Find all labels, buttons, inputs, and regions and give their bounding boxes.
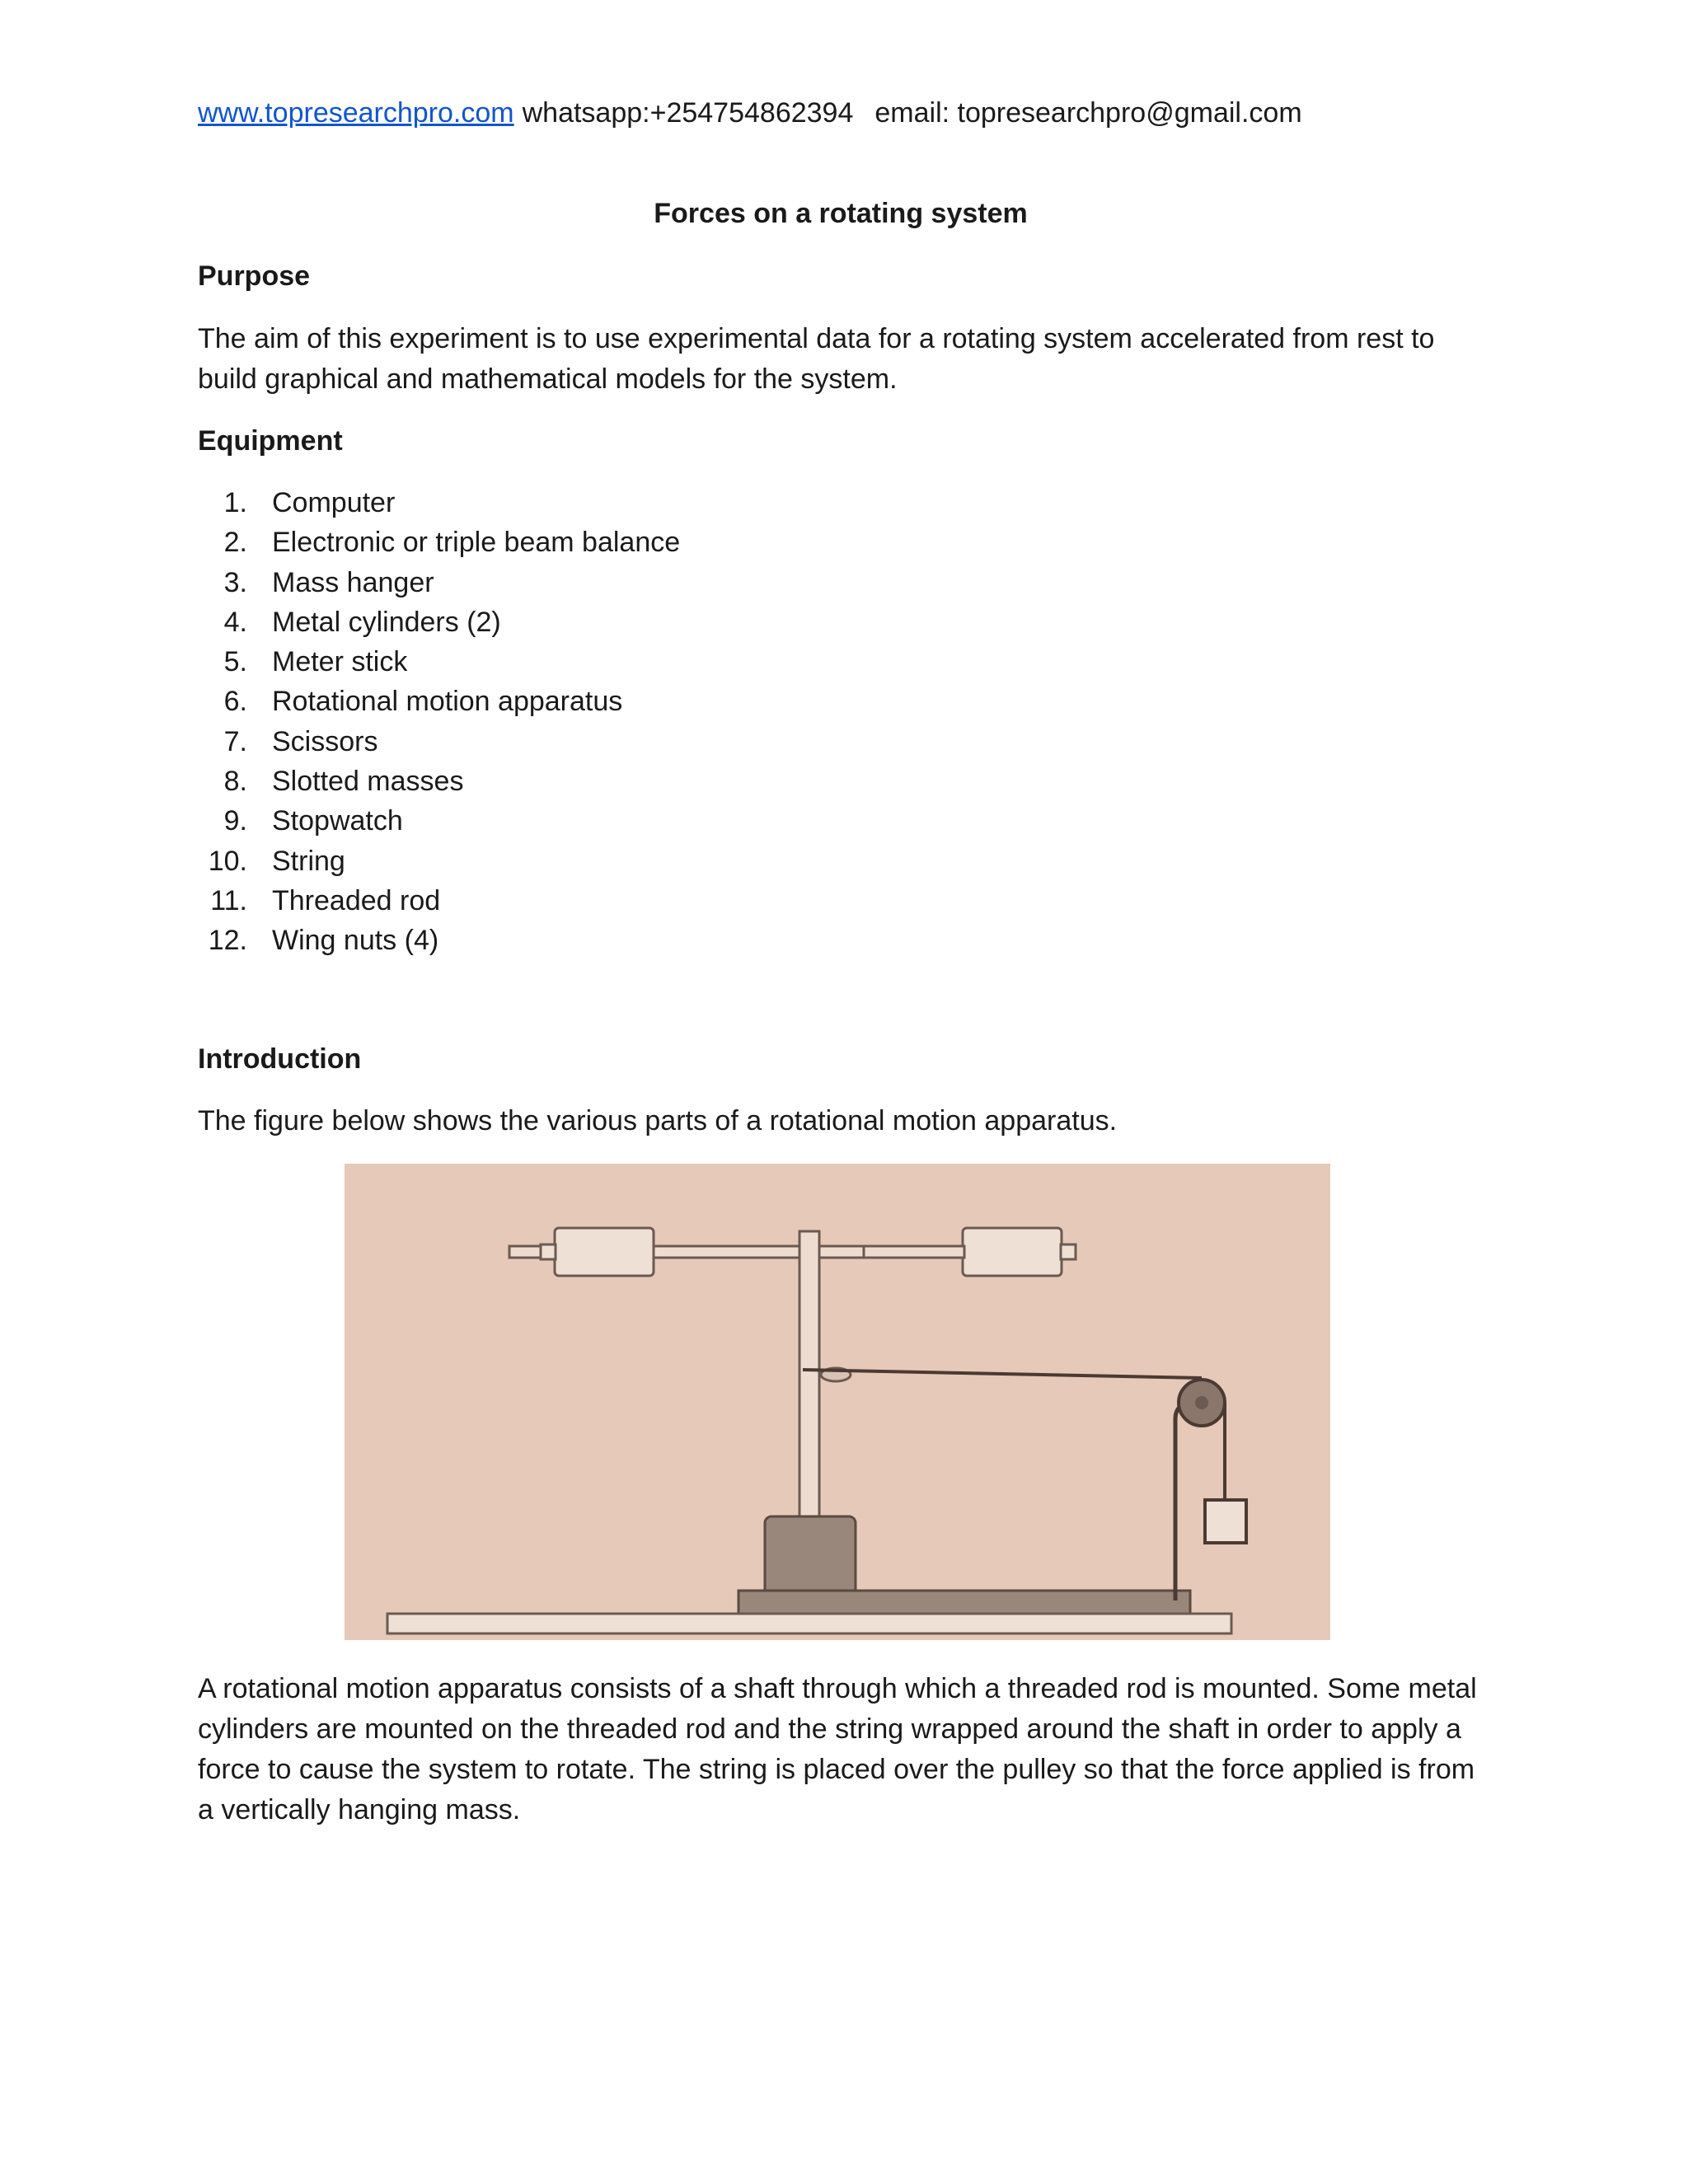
list-item-label: Mass hanger	[272, 566, 434, 598]
list-item	[198, 602, 680, 642]
email-text: email: topresearchpro@gmail.com	[874, 97, 1302, 129]
list-item-label: Wing nuts (4)	[272, 925, 439, 957]
vertical-shaft	[799, 1231, 819, 1536]
list-item-number: 3.	[223, 566, 247, 598]
list-item	[198, 563, 680, 602]
list-item-number: 5.	[223, 646, 247, 678]
paragraph-line: cylinders are mounted on the threaded rod and the string wrapped around the shaft in order to apply a	[198, 1713, 1461, 1745]
list-item	[198, 523, 680, 562]
list-item	[198, 881, 680, 921]
shaft-base-block	[765, 1516, 856, 1597]
apparatus-description-paragraph	[198, 1669, 1500, 1830]
list-item-label: Meter stick	[272, 646, 408, 678]
header-contact-line	[198, 97, 1302, 129]
paragraph-line: A rotational motion apparatus consists of a shaft through which a threaded rod is mounted. Some metal	[198, 1673, 1477, 1704]
list-item-label: Electronic or triple beam balance	[272, 527, 681, 559]
right-wing-nut	[1061, 1244, 1076, 1259]
list-item-number: 2.	[223, 527, 247, 559]
list-item	[198, 722, 680, 762]
hanging-mass	[1205, 1500, 1246, 1543]
base-board	[387, 1614, 1231, 1633]
threaded-rod-right	[864, 1246, 964, 1258]
list-item-number: 11.	[210, 884, 247, 916]
string	[803, 1370, 1202, 1378]
list-item-number: 9.	[223, 805, 247, 837]
apparatus-figure	[345, 1164, 1330, 1640]
apparatus-illustration	[345, 1164, 1330, 1640]
list-item-number: 12.	[208, 925, 247, 957]
list-item-number: 7.	[223, 725, 247, 757]
list-item-label: Metal cylinders (2)	[272, 606, 501, 638]
pulley-axle	[1195, 1396, 1208, 1409]
list-item-label: String	[272, 845, 345, 877]
list-item	[198, 483, 680, 523]
left-metal-cylinder	[555, 1228, 654, 1276]
purpose-line: build graphical and mathematical models for the system.	[198, 363, 898, 395]
list-item	[198, 921, 680, 960]
list-item-number: 1.	[223, 487, 247, 518]
list-item-number: 4.	[223, 606, 247, 638]
purpose-paragraph	[198, 319, 1500, 400]
pulley-bracket	[1175, 1403, 1193, 1601]
document-title: Forces on a rotating system	[654, 198, 1028, 229]
list-item-number: 10.	[208, 845, 247, 877]
whatsapp-text: whatsapp:+254754862394	[522, 97, 854, 129]
purpose-heading: Purpose	[198, 260, 311, 292]
list-item-number: 8.	[223, 766, 247, 798]
list-item-label: Threaded rod	[272, 884, 441, 916]
right-metal-cylinder	[963, 1228, 1062, 1276]
paragraph-line: a vertically hanging mass.	[198, 1794, 521, 1825]
list-item	[198, 642, 680, 682]
list-item-label: Rotational motion apparatus	[272, 686, 623, 718]
introduction-paragraph: The figure below shows the various parts of a rotational motion apparatus.	[198, 1105, 1118, 1137]
list-item-label: Slotted masses	[272, 766, 464, 798]
list-item	[198, 682, 680, 721]
left-wing-nut	[541, 1244, 556, 1259]
list-item-label: Computer	[272, 487, 396, 518]
list-item	[198, 801, 680, 841]
list-item	[198, 841, 680, 881]
equipment-heading: Equipment	[198, 425, 343, 457]
introduction-heading: Introduction	[198, 1043, 362, 1075]
purpose-line: The aim of this experiment is to use experimental data for a rotating system accelerated from rest to	[198, 323, 1435, 354]
equipment-list	[198, 483, 680, 961]
list-item	[198, 762, 680, 801]
list-item-label: Scissors	[272, 725, 378, 757]
paragraph-line: force to cause the system to rotate. The string is placed over the pulley so that the force applied is from	[198, 1754, 1475, 1785]
website-link[interactable]: www.topresearchpro.com	[198, 97, 514, 129]
list-item-number: 6.	[223, 686, 247, 718]
list-item-label: Stopwatch	[272, 805, 403, 837]
